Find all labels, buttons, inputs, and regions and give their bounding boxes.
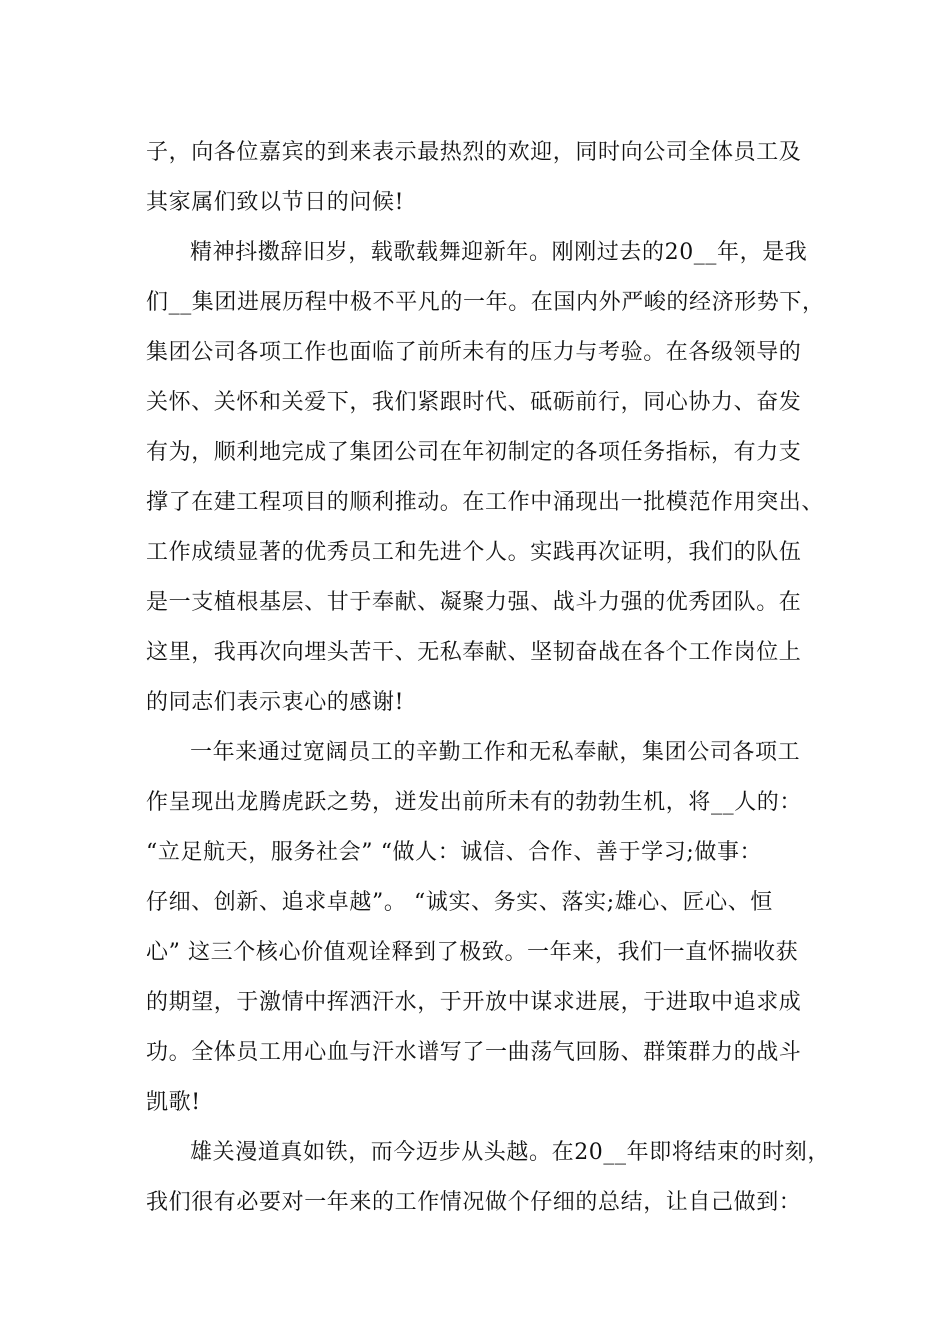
- text-line: 子，向各位嘉宾的到来表示最热烈的欢迎，同时向公司全体员工及: [146, 140, 802, 165]
- text-line: 们__集团进展历程中极不平凡的一年。在国内外严峻的经济形势下，: [146, 290, 825, 315]
- paragraph-start-line: 精神抖擞辞旧岁，载歌载舞迎新年。刚刚过去的20__年，是我: [190, 240, 808, 265]
- text-line: 其家属们致以节日的问候!: [146, 190, 405, 215]
- paragraph-start-line: 一年来通过宽阔员工的辛勤工作和无私奉献，集团公司各项工: [190, 740, 801, 765]
- text-line: 心” 这三个核心价值观诠释到了极致。一年来，我们一直怀揣收获: [146, 940, 799, 965]
- text-line: 我们很有必要对一年来的工作情况做个仔细的总结，让自己做到：: [146, 1190, 802, 1215]
- text-line: 有为，顺利地完成了集团公司在年初制定的各项任务指标，有力支: [146, 440, 802, 465]
- text-line: 功。全体员工用心血与汗水谱写了一曲荡气回肠、群策群力的战斗: [146, 1040, 802, 1065]
- text-line: 集团公司各项工作也面临了前所未有的压力与考验。在各级领导的: [146, 340, 802, 365]
- text-line: 这里，我再次向埋头苦干、无私奉献、坚韧奋战在各个工作岗位上: [146, 640, 802, 665]
- paragraph-start-line: 雄关漫道真如铁，而今迈步从头越。在20__年即将结束的时刻，: [190, 1140, 830, 1165]
- text-line: 的期望，于激情中挥洒汗水，于开放中谋求进展，于进取中追求成: [146, 990, 802, 1015]
- text-line: 作呈现出龙腾虎跃之势，迸发出前所未有的勃勃生机，将__人的：: [146, 790, 803, 815]
- text-line: 仔细、创新、追求卓越”。 “诚实、务实、落实;雄心、匠心、恒: [146, 890, 773, 915]
- text-line: 关怀、关怀和关爱下，我们紧跟时代、砥砺前行，同心协力、奋发: [146, 390, 802, 415]
- text-line: 工作成绩显著的优秀员工和先进个人。实践再次证明，我们的队伍: [146, 540, 802, 565]
- text-line: 撑了在建工程项目的顺利推动。在工作中涌现出一批模范作用突出、: [146, 490, 825, 515]
- text-line: 的同志们表示衷心的感谢!: [146, 690, 405, 715]
- text-line: 是一支植根基层、甘于奉献、凝聚力强、战斗力强的优秀团队。在: [146, 590, 802, 615]
- text-line: “立足航天，服务社会” “做人：诚信、合作、善于学习;做事：: [146, 840, 763, 865]
- text-line: 凯歌!: [146, 1090, 201, 1115]
